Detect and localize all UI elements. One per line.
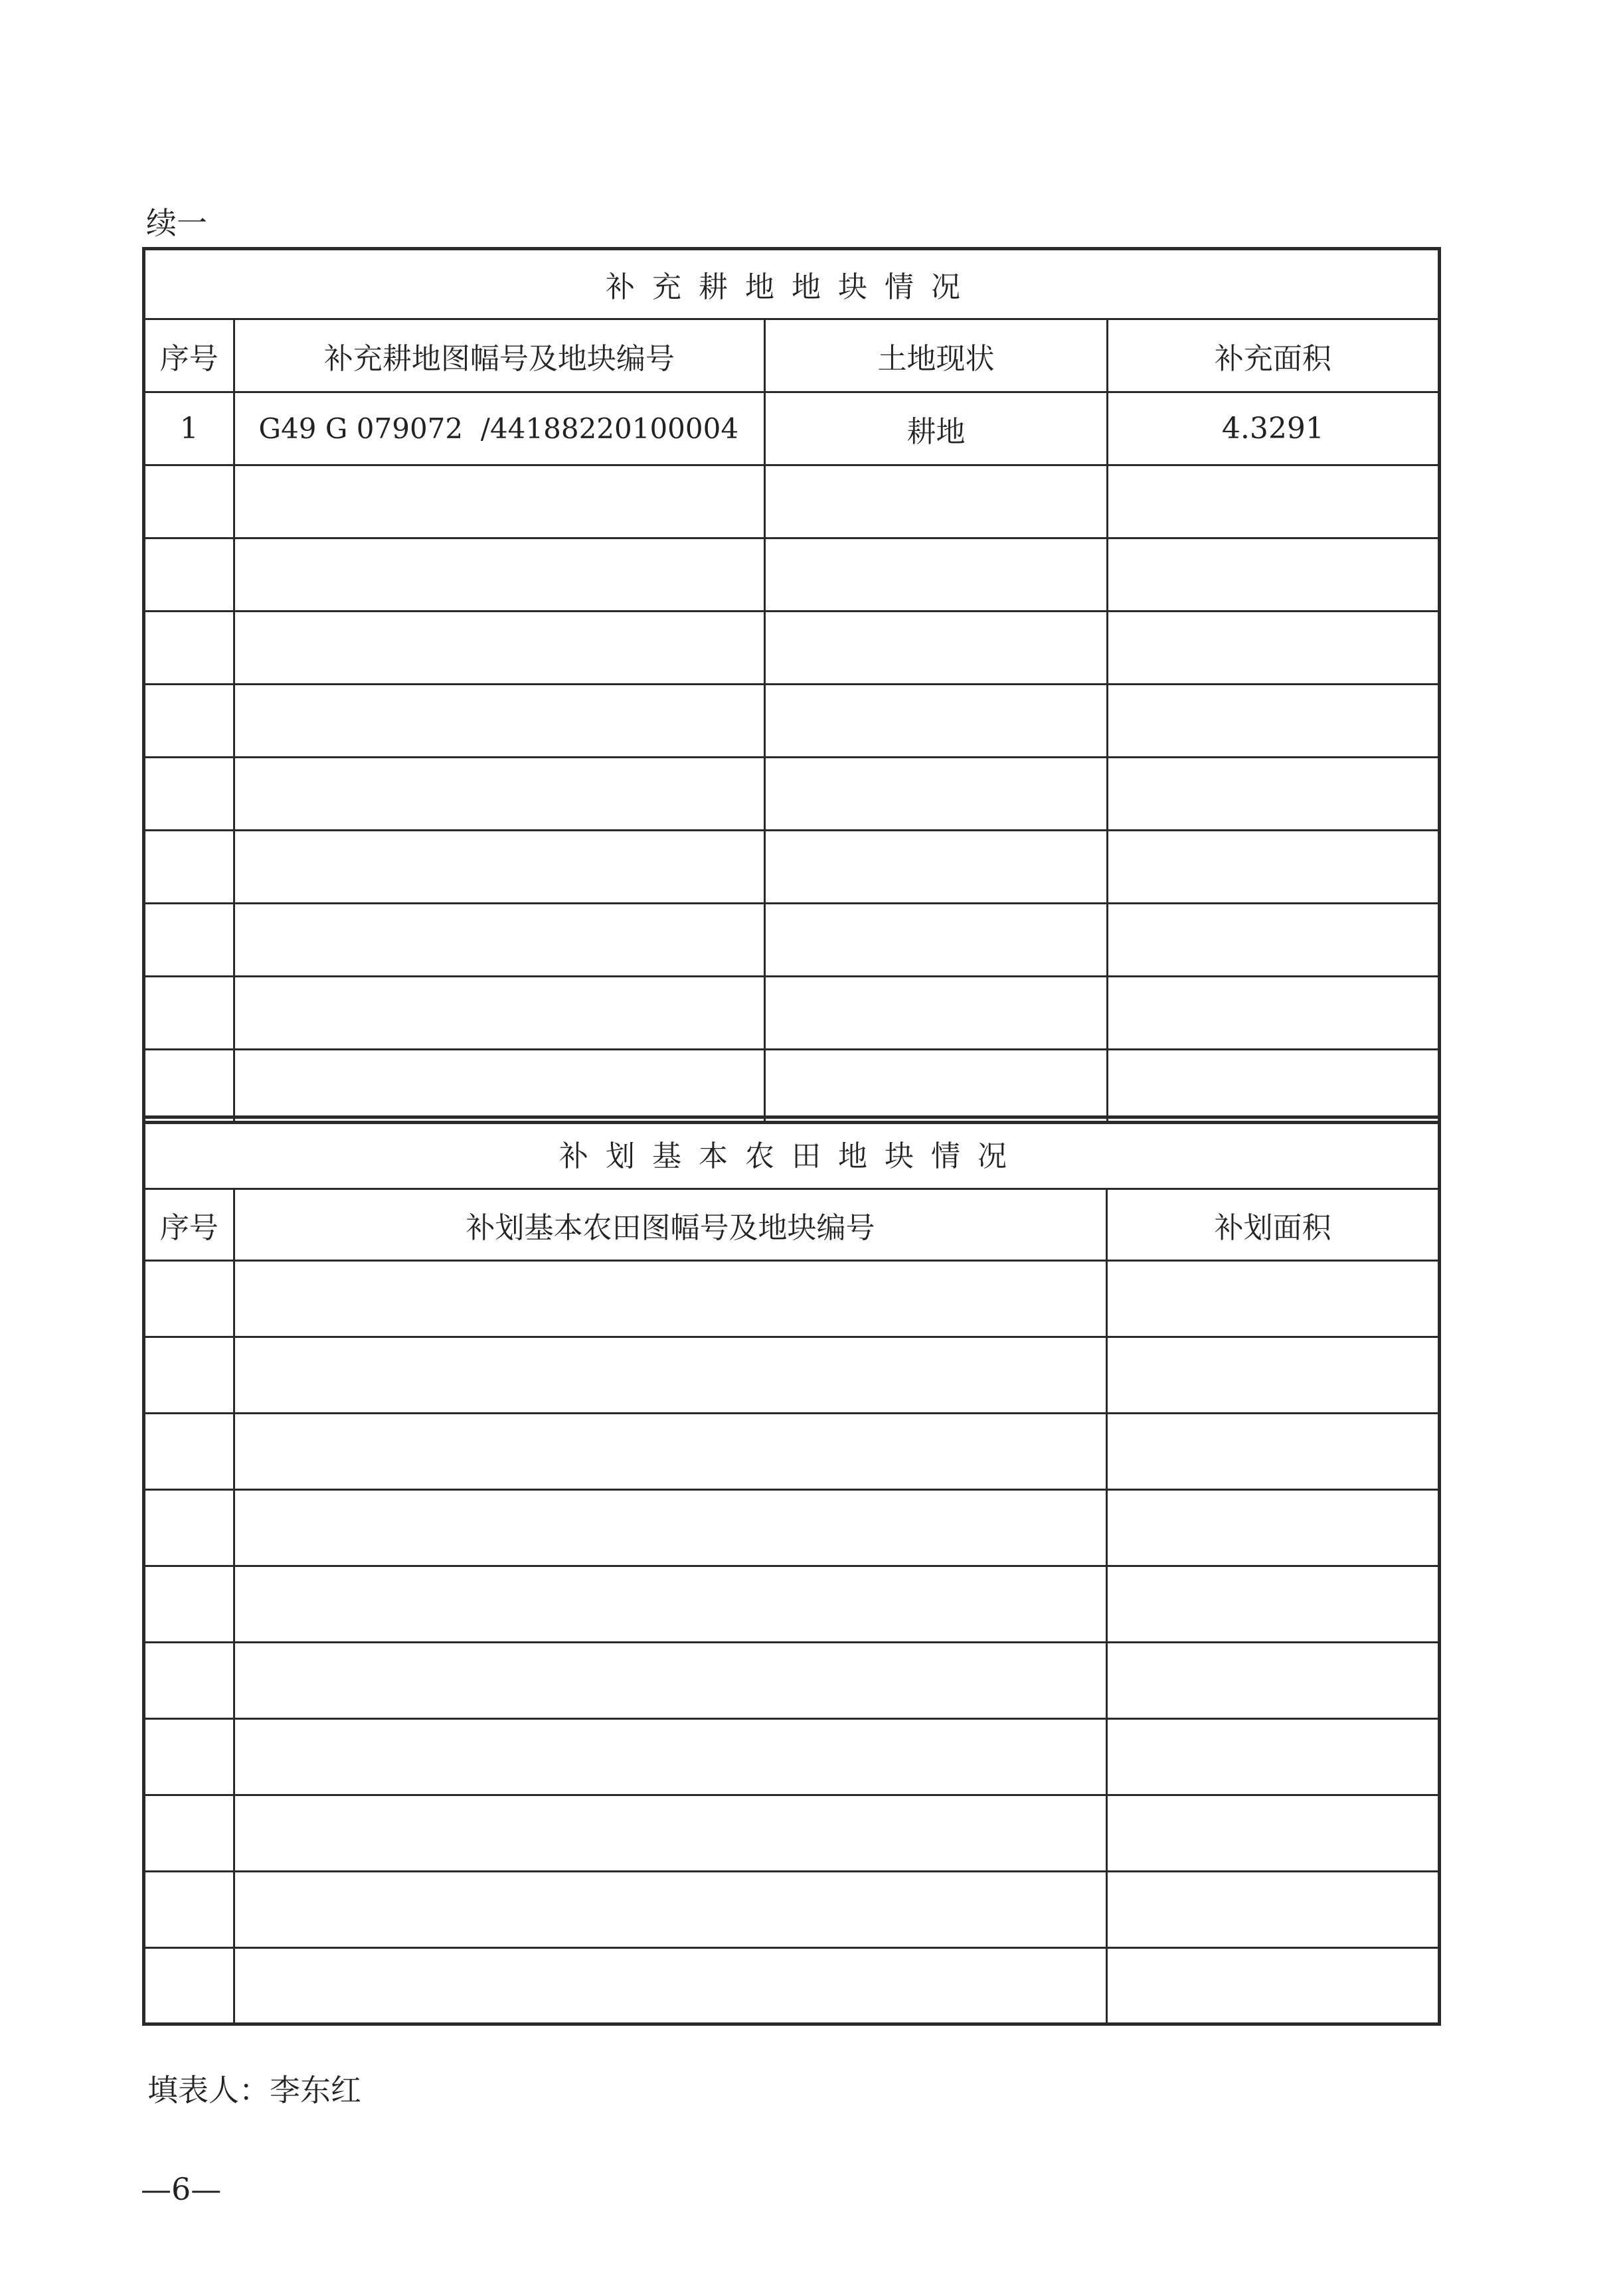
table-row bbox=[144, 1261, 1440, 1337]
section-title: 补划基本农田地块情况 bbox=[144, 1117, 1440, 1189]
cell-no: 1 bbox=[144, 392, 234, 465]
cell-no bbox=[144, 1643, 234, 1719]
cell-area bbox=[1107, 538, 1439, 612]
cell-status bbox=[765, 904, 1107, 977]
cell-status bbox=[765, 758, 1107, 831]
column-header: 补划基本农田图幅号及地块编号 bbox=[234, 1189, 1106, 1261]
table-row bbox=[144, 1719, 1440, 1795]
cell-area bbox=[1107, 1719, 1440, 1795]
cell-code bbox=[234, 1050, 765, 1123]
cell-no bbox=[144, 758, 234, 831]
cell-area bbox=[1107, 1948, 1440, 2024]
cell-status bbox=[765, 538, 1107, 612]
supplement-cultivated-table bbox=[142, 247, 1441, 1124]
table-row bbox=[144, 1490, 1440, 1566]
cell-code bbox=[234, 612, 765, 685]
page-number: —6— bbox=[141, 2171, 222, 2207]
table-row bbox=[144, 977, 1440, 1050]
cell-area bbox=[1107, 1872, 1440, 1948]
cell-area bbox=[1107, 612, 1439, 685]
cell-area: 4.3291 bbox=[1107, 392, 1439, 465]
table-row bbox=[144, 1337, 1440, 1414]
cell-no bbox=[144, 904, 234, 977]
column-header: 序号 bbox=[144, 319, 234, 392]
cell-area bbox=[1107, 1050, 1439, 1123]
cell-status: 耕地 bbox=[765, 392, 1107, 465]
table-row bbox=[144, 1050, 1440, 1123]
cell-no bbox=[144, 1337, 234, 1414]
filled-by: 填表人：李东红 bbox=[147, 2072, 361, 2108]
column-header: 土地现状 bbox=[765, 319, 1107, 392]
table-row bbox=[144, 612, 1440, 685]
cell-code bbox=[234, 1948, 1106, 2024]
cell-no bbox=[144, 831, 234, 904]
supplement-farmland-table bbox=[142, 1115, 1441, 2026]
cell-area bbox=[1107, 1490, 1440, 1566]
cell-area bbox=[1107, 1795, 1440, 1872]
table-row bbox=[144, 538, 1440, 612]
cell-area bbox=[1107, 904, 1439, 977]
cell-code bbox=[234, 685, 765, 758]
cell-area bbox=[1107, 1337, 1440, 1414]
table-row bbox=[144, 465, 1440, 538]
column-header: 补充耕地图幅号及地块编号 bbox=[234, 319, 765, 392]
continued-label: 续一 bbox=[146, 205, 207, 241]
cell-code bbox=[234, 465, 765, 538]
cell-code bbox=[234, 758, 765, 831]
cell-no bbox=[144, 1795, 234, 1872]
cell-area bbox=[1107, 1414, 1440, 1490]
cell-no bbox=[144, 1490, 234, 1566]
cell-no bbox=[144, 1566, 234, 1643]
cell-status bbox=[765, 685, 1107, 758]
table-row bbox=[144, 1643, 1440, 1719]
cell-no bbox=[144, 1261, 234, 1337]
cell-no bbox=[144, 977, 234, 1050]
column-header: 补划面积 bbox=[1107, 1189, 1440, 1261]
table-row bbox=[144, 758, 1440, 831]
cell-status bbox=[765, 465, 1107, 538]
column-header: 补充面积 bbox=[1107, 319, 1439, 392]
cell-no bbox=[144, 1948, 234, 2024]
cell-area bbox=[1107, 685, 1439, 758]
cell-code bbox=[234, 1261, 1106, 1337]
cell-area bbox=[1107, 977, 1439, 1050]
cell-code bbox=[234, 1719, 1106, 1795]
cell-no bbox=[144, 538, 234, 612]
table-row bbox=[144, 1414, 1440, 1490]
cell-area bbox=[1107, 758, 1439, 831]
cell-no bbox=[144, 612, 234, 685]
cell-code bbox=[234, 1490, 1106, 1566]
cell-code bbox=[234, 1337, 1106, 1414]
table-row bbox=[144, 392, 1440, 465]
cell-code bbox=[234, 977, 765, 1050]
cell-no bbox=[144, 685, 234, 758]
cell-no bbox=[144, 465, 234, 538]
table-row bbox=[144, 1948, 1440, 2024]
table-row bbox=[144, 904, 1440, 977]
cell-status bbox=[765, 831, 1107, 904]
column-header: 序号 bbox=[144, 1189, 234, 1261]
cell-code bbox=[234, 831, 765, 904]
table-row bbox=[144, 1872, 1440, 1948]
section-title: 补充耕地地块情况 bbox=[144, 249, 1440, 319]
cell-area bbox=[1107, 831, 1439, 904]
cell-code bbox=[234, 1566, 1106, 1643]
cell-status bbox=[765, 612, 1107, 685]
table-row bbox=[144, 831, 1440, 904]
cell-no bbox=[144, 1719, 234, 1795]
cell-no bbox=[144, 1872, 234, 1948]
cell-status bbox=[765, 977, 1107, 1050]
table-row bbox=[144, 1566, 1440, 1643]
table-row bbox=[144, 1795, 1440, 1872]
cell-area bbox=[1107, 465, 1439, 538]
cell-code bbox=[234, 1872, 1106, 1948]
cell-status bbox=[765, 1050, 1107, 1123]
cell-area bbox=[1107, 1566, 1440, 1643]
cell-code bbox=[234, 1414, 1106, 1490]
cell-code bbox=[234, 904, 765, 977]
cell-no bbox=[144, 1414, 234, 1490]
cell-code bbox=[234, 1643, 1106, 1719]
cell-area bbox=[1107, 1643, 1440, 1719]
cell-no bbox=[144, 1050, 234, 1123]
cell-code bbox=[234, 1795, 1106, 1872]
table-row bbox=[144, 685, 1440, 758]
cell-code: G49 G 079072 /44188220100004 bbox=[234, 392, 765, 465]
cell-area bbox=[1107, 1261, 1440, 1337]
cell-code bbox=[234, 538, 765, 612]
